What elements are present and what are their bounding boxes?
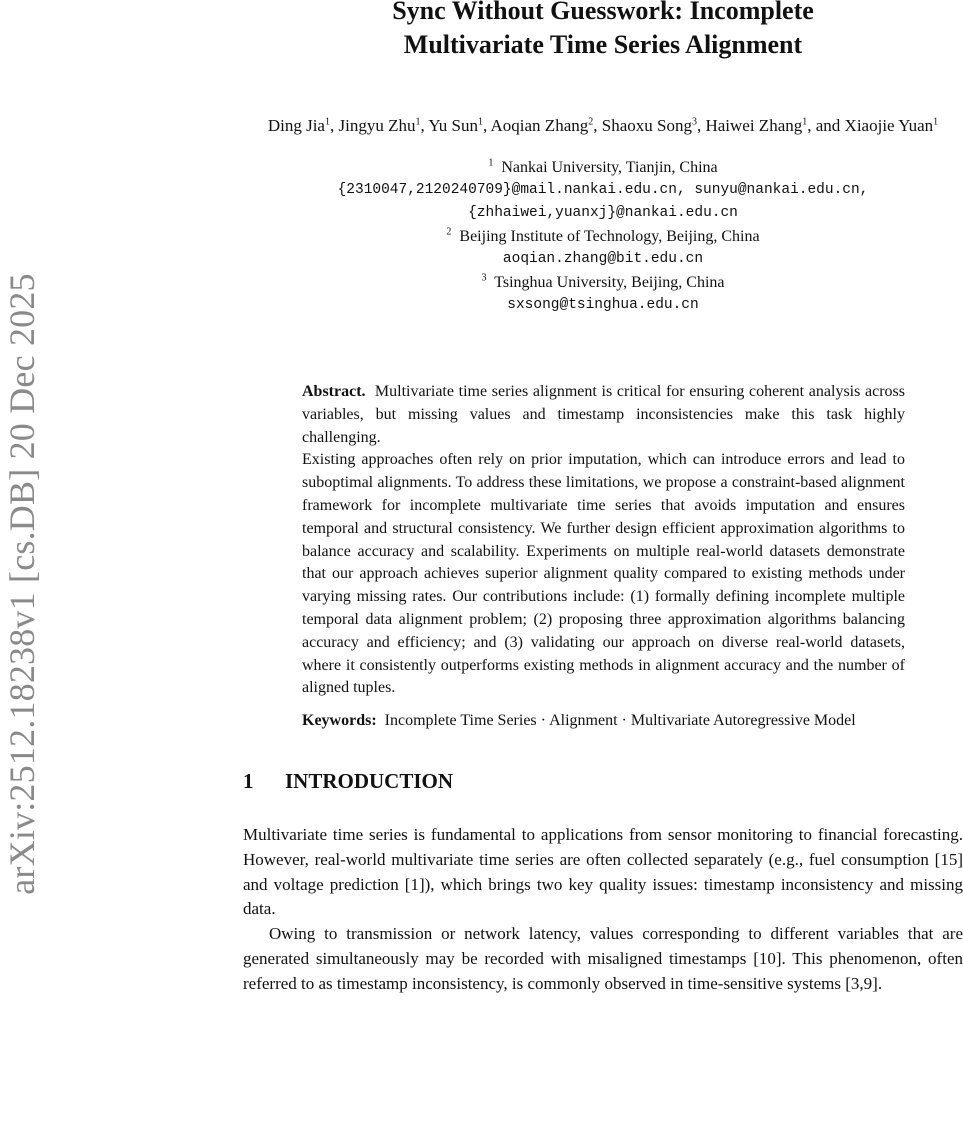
affiliation-name: Beijing Institute of Technology, Beijing, China (459, 228, 760, 245)
title-line-2: Multivariate Time Series Alignment (403, 30, 803, 59)
section-title: INTRODUCTION (285, 768, 454, 793)
section-heading (243, 767, 963, 795)
paper-title (243, 0, 963, 62)
affiliation-email[interactable]: {2310047,2120240709}@mail.nankai.edu.cn, sunyu@nankai.edu.cn, (337, 182, 869, 198)
author-affil-mark: 1 (415, 116, 421, 128)
title-line-1: Sync Without Guesswork: Incomplete (392, 0, 814, 25)
affiliation-number: 1 (488, 157, 494, 169)
author-affil-mark: 3 (691, 116, 697, 128)
section-number: 1 (243, 768, 254, 793)
author-list: Ding Jia$^1$, Jingyu Zhu$^1$, Yu Sun$^1$, Aoqian Zhang$^2$, Shaoxu Song$^3$, Haiwei Zhang$^1$, and Xiaojie Yuan$^1$ (267, 116, 939, 135)
affiliation-email[interactable]: sxsong@tsinghua.edu.cn (507, 297, 699, 313)
author-affil-mark: 2 (588, 116, 594, 128)
affiliations (243, 156, 963, 317)
affiliation-number: 2 (446, 226, 452, 238)
keywords-text: Incomplete Time Series · Alignment · Multivariate Autoregressive Model (384, 712, 856, 730)
author: Jingyu Zhu (338, 116, 416, 135)
affiliation (243, 271, 963, 294)
affiliation-name: Tsinghua University, Beijing, China (494, 274, 725, 291)
arxiv-stamp-text: arXiv:2512.18238v1 [cs.DB] 20 Dec 2025 (2, 273, 42, 895)
author: Xiaojie Yuan (844, 116, 934, 135)
affiliation (243, 156, 963, 179)
author: Yu Sun (428, 116, 478, 135)
author: Haiwei Zhang (705, 116, 803, 135)
keywords (302, 710, 905, 733)
abstract (302, 381, 905, 700)
author-affil-mark: 1 (933, 116, 939, 128)
keywords-label: Keywords: (302, 712, 377, 730)
affiliation-number: 3 (481, 272, 487, 284)
author-affil-mark: 1 (802, 116, 808, 128)
abstract-paragraph-1: Multivariate time series alignment is critical for ensuring coherent analysis across variables, but missing values and timestamp inconsistencies make this task highly challenging. (302, 383, 905, 446)
author: Aoqian Zhang (490, 116, 589, 135)
section-body (243, 823, 963, 997)
author: Ding Jia (267, 116, 325, 135)
body-paragraph: Multivariate time series is fundamental to applications from sensor monitoring to financial forecasting. However, real-world multivariate time series are often collected separately (e.g., fuel consumption [15] and voltage prediction [1]), which brings two key quality issues: timestamp inconsistency and missing data. (243, 824, 963, 919)
author-affil-mark: 1 (324, 116, 330, 128)
author: Shaoxu Song (601, 116, 692, 135)
affiliation-name: Nankai University, Tianjin, China (501, 159, 718, 176)
abstract-paragraph-2: Existing approaches often rely on prior imputation, which can introduce errors and lead to suboptimal alignments. To address these limitations, we propose a constraint-based alignment framework for incomplete multivariate time series that avoids imputation and ensures temporal and structural consistency. We further design efficient approximation algorithms to balance accuracy and scalability. Experiments on multiple real-world datasets demonstrate that our approach achieves superior alignment quality compared to existing methods under varying missing rates. Our contributions include: (1) formally defining incomplete multiple temporal data alignment problem; (2) proposing three approximation algorithms balancing accuracy and efficiency; and (3) validating our approach on diverse real-world datasets, where it consistently outperforms existing methods in alignment accuracy and the number of aligned tuples. (302, 451, 905, 697)
arxiv-stamp (0, 218, 44, 950)
affiliation-email[interactable]: aoqian.zhang@bit.edu.cn (502, 251, 704, 267)
affiliation-email[interactable]: {zhhaiwei,yuanxj}@nankai.edu.cn (468, 205, 738, 221)
abstract-label: Abstract. (302, 383, 366, 400)
body-paragraph: Owing to transmission or network latency, values corresponding to different variables that are generated simultaneously may be recorded with misaligned timestamps [10]. This phenomenon, often referred to as timestamp inconsistency, is commonly observed in time-sensitive systems [3,9]. (243, 924, 963, 993)
author-affil-mark: 1 (477, 116, 483, 128)
affiliation (243, 225, 963, 248)
paper-page (243, 0, 963, 997)
